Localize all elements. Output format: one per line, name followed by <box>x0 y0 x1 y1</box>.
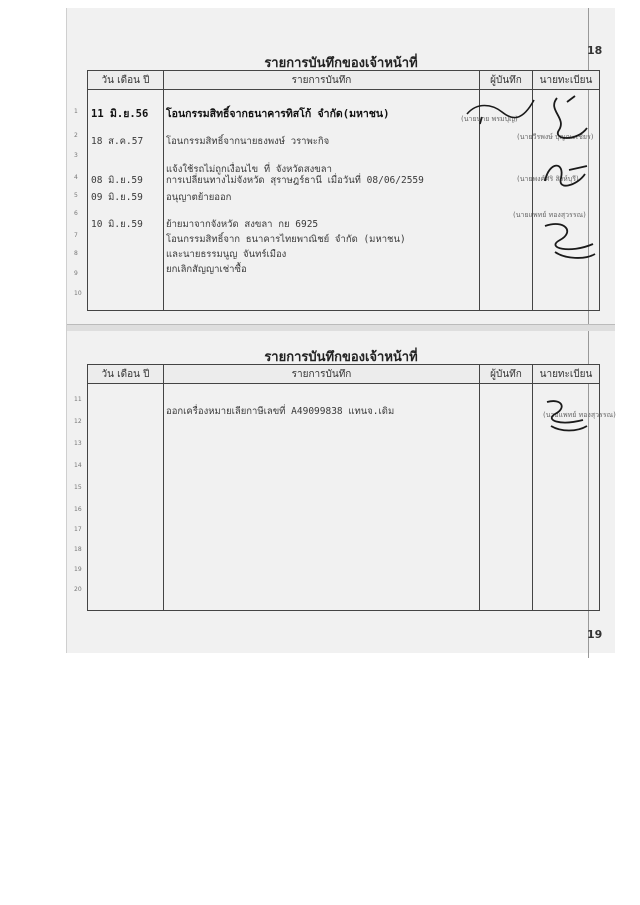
registrar-signature <box>537 394 597 434</box>
row-number: 18 <box>74 546 82 553</box>
registrar-stamp: (นายแพทย์ ทองสุวรรณ) <box>513 211 586 219</box>
header-entry: รายการบันทึก <box>164 71 480 90</box>
entry-date: 18 ส.ค.57 <box>91 136 144 147</box>
section-title: รายการบันทึกของเจ้าหน้าที่ <box>264 350 418 365</box>
header-recorder: ผู้บันทึก <box>480 71 533 90</box>
registrar-stamp: (นายพงศ์ศิริ สิงห์บุรี) <box>517 175 579 183</box>
row-number: 12 <box>74 418 82 425</box>
header-date: วัน เดือน ปี <box>88 71 164 90</box>
registrar-signature <box>535 214 605 264</box>
entry-text: อนุญาตย้ายออก <box>166 192 232 203</box>
row-number: 14 <box>74 462 82 469</box>
row-number: 5 <box>74 192 78 199</box>
row-number: 11 <box>74 396 82 403</box>
record-table <box>87 364 600 611</box>
header-registrar: นายทะเบียน <box>533 365 600 384</box>
page-number: 18 <box>587 44 603 57</box>
entry-text: ออกเครื่องหมายเลียกาษีเลขที่ A49099838 แทนจ.เดิม <box>166 406 395 417</box>
recorder-column <box>480 384 533 611</box>
registrar-stamp: (นายวีรพงษ์ บุญณะเชียร) <box>517 133 594 141</box>
registrar-stamp: (นายแพทย์ ทองสุวรรณ) <box>543 411 616 419</box>
recorder-stamp: (นายนาย พรมบุญ) <box>461 115 518 123</box>
row-number: 20 <box>74 586 82 593</box>
row-number: 10 <box>74 290 82 297</box>
registrar-signature <box>537 90 607 150</box>
row-number: 3 <box>74 152 78 159</box>
entry-text: โอนกรรมสิทธิ์จากธนาคารทิสโก้ จำกัด(มหาชน) <box>166 108 390 120</box>
entry-text: ยกเลิกสัญญาเช่าซื้อ <box>166 264 247 275</box>
row-number: 7 <box>74 232 78 239</box>
entry-text: แจ้งใช้รถไม่ถูกเงื่อนไข ที่ จังหวัดสงขลา <box>166 164 332 175</box>
row-number: 9 <box>74 270 78 277</box>
row-number: 17 <box>74 526 82 533</box>
entry-text: ย้ายมาจากจังหวัด สงขลา กย 6925 <box>166 219 319 230</box>
registrar-signature <box>537 156 607 196</box>
header-date: วัน เดือน ปี <box>88 365 164 384</box>
document-sheet <box>66 8 615 653</box>
entry-date: 10 มิ.ย.59 <box>91 219 143 230</box>
lower-record-section <box>67 330 615 652</box>
row-number: 8 <box>74 250 78 257</box>
row-number: 19 <box>74 566 82 573</box>
date-column <box>88 384 164 611</box>
entry-text: โอนกรรมสิทธิ์จาก ธนาคารไทยพาณิชย์ จำกัด (มหาชน) <box>166 234 406 245</box>
row-number: 1 <box>74 108 78 115</box>
entry-date: 09 มิ.ย.59 <box>91 192 143 203</box>
recorder-signature <box>462 92 542 132</box>
entry-text: โอนกรรมสิทธิ์จากนายธงพงษ์ วราพะกิจ <box>166 136 330 147</box>
row-number: 6 <box>74 210 78 217</box>
header-recorder: ผู้บันทึก <box>480 365 533 384</box>
header-entry: รายการบันทึก <box>164 365 480 384</box>
entry-date: 08 มิ.ย.59 <box>91 175 143 186</box>
entry-date: 11 มิ.ย.56 <box>91 108 149 120</box>
page-number: 19 <box>587 628 603 641</box>
row-number: 16 <box>74 506 82 513</box>
section-title: รายการบันทึกของเจ้าหน้าที่ <box>264 56 418 71</box>
header-registrar: นายทะเบียน <box>533 71 600 90</box>
upper-record-section <box>67 8 615 324</box>
entry-text: การเปลี่ยนทางไม่จังหวัด สุราษฎร์ธานี เมื่อวันที่ 08/06/2559 <box>166 175 424 186</box>
row-number: 2 <box>74 132 78 139</box>
row-number: 13 <box>74 440 82 447</box>
entry-text: และนายธรรมนูญ จันทร์เมือง <box>166 249 287 260</box>
row-number: 4 <box>74 174 78 181</box>
row-number: 15 <box>74 484 82 491</box>
